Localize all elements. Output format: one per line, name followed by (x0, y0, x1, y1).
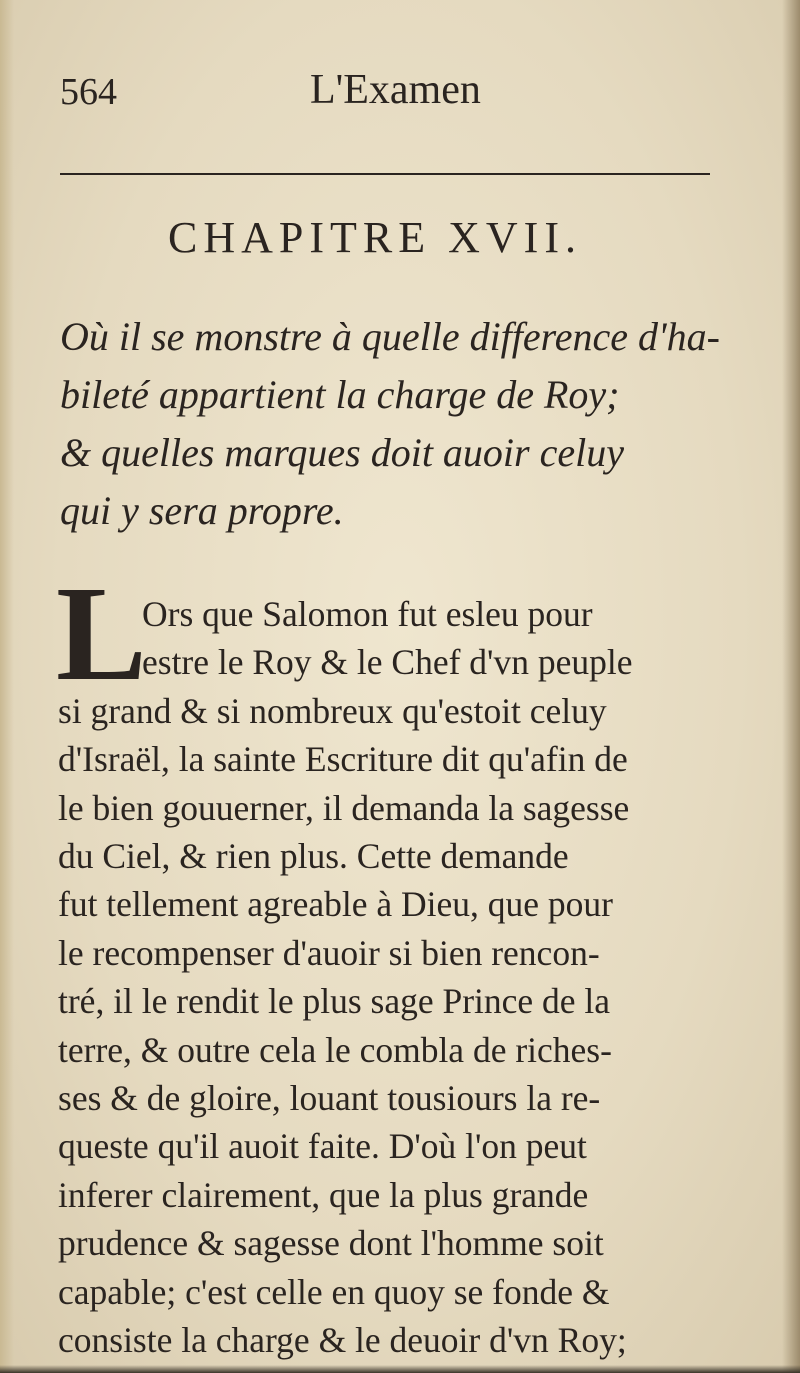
body-line: si grand & si nombreux qu'estoit celuy (58, 690, 607, 731)
summary-line: Où il se monstre à quelle difference d'ha- (60, 314, 720, 359)
body-line: ses & de gloire, louant tousiours la re- (58, 1078, 601, 1119)
body-line: capable; c'est celle en quoy se fonde & (58, 1271, 610, 1312)
body-line: Ors que Salomon fut esleu pour (142, 594, 593, 634)
chapter-title: CHAPITRE XVII. (168, 213, 582, 262)
summary-line: qui y sera propre. (60, 488, 344, 533)
chapter-summary (60, 308, 740, 540)
body-line: tré, il le rendit le plus sage Prince de la (58, 981, 611, 1022)
drop-cap: L (56, 559, 147, 709)
body-line: fut tellement agreable à Dieu, que pour (58, 884, 613, 925)
body-line: le bien gouuerner, il demanda la sagesse (58, 787, 630, 828)
page-right-shadow (782, 0, 800, 1373)
body-line: du Ciel, & rien plus. Cette demande (58, 836, 569, 877)
body-line: terre, & outre cela le combla de riches- (58, 1029, 612, 1070)
page-number: 564 (60, 71, 117, 113)
body-line: consiste la charge & le deuoir d'vn Roy; (58, 1320, 627, 1361)
body-line: inferer clairement, que la plus grande (58, 1174, 589, 1215)
body-line: d'Israël, la sainte Escriture dit qu'afin de (58, 739, 628, 780)
summary-line: bileté appartient la charge de Roy; (60, 372, 620, 417)
page-bottom-edge (0, 1365, 800, 1373)
body-line: estre le Roy & le Chef d'vn peuple (142, 642, 633, 683)
header-rule (60, 173, 710, 175)
body-line: le recompenser d'auoir si bien rencon- (58, 932, 600, 973)
page-left-shadow (0, 0, 14, 1373)
body-line: queste qu'il auoit faite. D'où l'on peut (58, 1126, 587, 1167)
body-line: prudence & sagesse dont l'homme soit (58, 1223, 604, 1264)
body-text (58, 590, 738, 1365)
summary-line: & quelles marques doit auoir celuy (60, 430, 624, 475)
running-head: L'Examen (310, 67, 481, 113)
